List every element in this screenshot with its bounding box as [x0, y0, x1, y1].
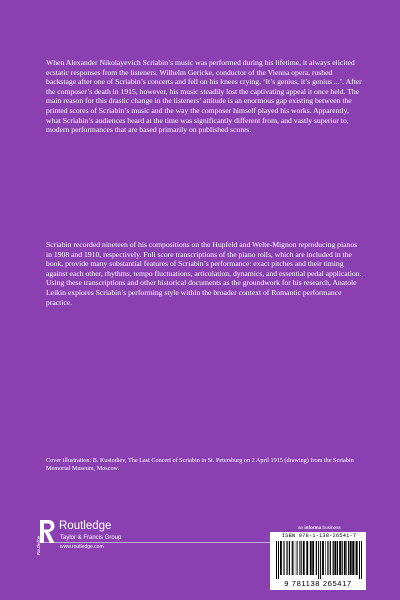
publisher-group: Taylor & Francis Group: [60, 535, 122, 541]
barcode-bar: [339, 541, 341, 575]
publisher-url[interactable]: www.routledge.com: [60, 544, 104, 550]
barcode-bar: [334, 541, 336, 575]
barcode-bar: [322, 541, 324, 575]
barcode-bar: [316, 541, 317, 575]
cover-illustration-credit: Cover illustration: B. Kustodiev, The Last Concert of Scriabin in St. Petersburg on 2 April 1915 (drawing) from the Scriabin Memorial Museum, Moscow.: [46, 457, 354, 473]
barcode-bar: [330, 541, 331, 575]
informa-suffix: business: [322, 525, 341, 530]
barcode-bar: [355, 541, 356, 575]
barcode-bar: [344, 541, 346, 575]
blurb-paragraph-1: When Alexander Nikolayevich Scriabin’s music was performed during his lifetime, it always elicited ecstatic responses from the listeners. Wilhelm Gericke, conductor of the Vienna opera, rushed backstage after one of Scriabin’s concerts and fell on his knees crying, ‘It’s genius, it’s genius ...’. After the composer’s death in 1915, however, his music steadily lost the captivating appeal it once held. The main reason for this drastic change in the listeners’ attitude is an enormous gap existing between the printed scores of Scriabin’s music and the way the composer himself played his works. Apparently, what Scriabin’s audiences heard at the time was significantly different from, and vastly superior to, modern performances that are based primarily on published scores.: [46, 58, 362, 135]
barcode-bar: [280, 541, 282, 575]
barcode-bar: [346, 541, 347, 575]
barcode-bar: [299, 541, 300, 575]
barcode-guard-bar: [318, 541, 319, 579]
isbn-label: ISBN 978-1-138-26541-7: [281, 533, 357, 539]
barcode-bar: [297, 541, 298, 575]
barcode-bar: [289, 541, 290, 575]
barcode-bar: [312, 541, 314, 575]
barcode-guard-bar: [278, 541, 279, 579]
barcode-bar: [356, 541, 358, 575]
barcode-bar: [301, 541, 302, 575]
barcode-bar: [303, 541, 305, 575]
routledge-logo-vertical-text: Routledge: [36, 535, 41, 555]
barcode-bar: [306, 541, 308, 575]
barcode-bar: [327, 541, 328, 575]
barcode-digits: 9 781138 265417: [284, 579, 352, 588]
barcode-bar: [284, 541, 285, 575]
barcode-guard-bar: [361, 541, 362, 579]
barcode-bar: [333, 541, 334, 575]
barcode-bar: [292, 541, 293, 575]
barcode-guard-bar: [359, 541, 360, 579]
barcode-bar: [352, 541, 354, 575]
barcode-bar: [283, 541, 284, 575]
barcode-bar: [350, 541, 352, 575]
informa-prefix: an: [298, 525, 304, 530]
barcode-bar: [286, 541, 287, 575]
barcode-bar: [342, 541, 343, 575]
informa-brand: informa: [304, 525, 322, 530]
informa-business-tag: [298, 525, 341, 530]
barcode-bar: [310, 541, 312, 575]
routledge-r-logo-icon: [38, 519, 56, 556]
publisher-name: Routledge: [59, 520, 112, 532]
barcode-bar: [325, 541, 326, 575]
barcode-guard-bar: [320, 541, 321, 579]
isbn-barcode-block: [270, 532, 366, 590]
barcode-bar: [294, 541, 295, 575]
barcode-bar: [296, 541, 297, 575]
barcode-bar: [337, 541, 338, 575]
barcode-bar: [348, 541, 349, 575]
blurb-paragraph-2: Scriabin recorded nineteen of his compositions on the Hupfeld and Welte-Mignon reproducing pianos in 1908 and 1910, respectively. Full score transcriptions of the piano rolls, which are included in the book, provide many substantial features of Scriabin’s performance: exact pitches and their timing against each other, rhythms, tempo fluctuations, articulation, dynamics, and essential pedal application. Using these transcriptions and other historical documents as the groundwork for his research, Anatole Leikin explores Scriabin’s performing style within the broader context of Romantic performance practice.: [46, 240, 362, 307]
barcode-guard-bar: [276, 541, 277, 579]
barcode-icon: [276, 541, 362, 579]
